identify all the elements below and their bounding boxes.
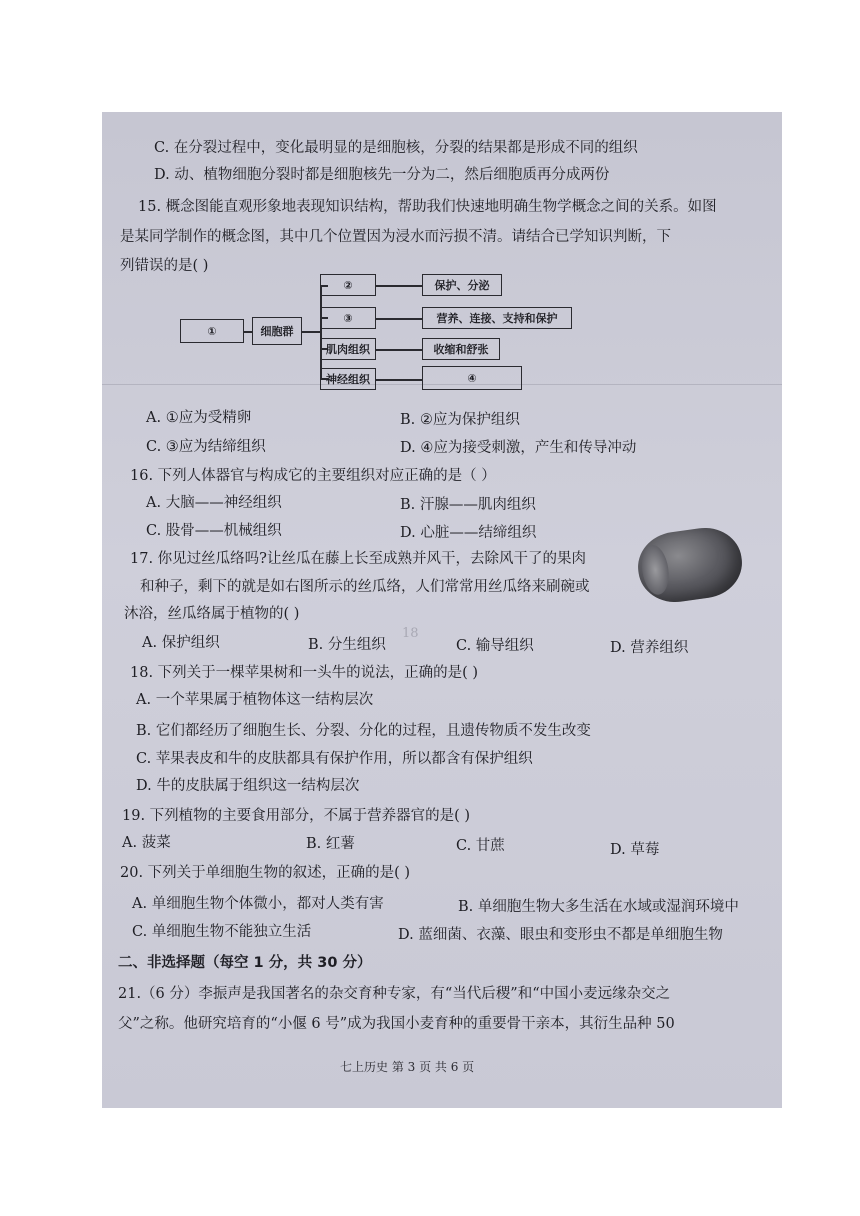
q14-option-d: D. 动、植物细胞分裂时都是细胞核先一分为二，然后细胞质再分成两份: [154, 167, 610, 183]
q15-stem-3: 列错误的是( ): [120, 258, 209, 274]
faint-mark: 18: [402, 626, 419, 641]
q18-option-a: A. 一个苹果属于植物体这一结构层次: [136, 692, 374, 708]
map-function-4: ④: [422, 366, 522, 390]
q19-option-a: A. 菠菜: [122, 835, 171, 851]
q20-option-b: B. 单细胞生物大多生活在水域或湿润环境中: [458, 899, 739, 915]
q15-stem-2: 是某同学制作的概念图，其中几个位置因为浸水而污损不清。请结合已学知识判断，下: [120, 229, 671, 245]
q20-option-a: A. 单细胞生物个体微小，都对人类有害: [132, 896, 384, 912]
q15-stem-1: 15. 概念图能直观形象地表现知识结构，帮助我们快速地明确生物学概念之间的关系。如图: [138, 199, 717, 215]
map-function-2: 保护、分泌: [422, 274, 502, 296]
map-node-3: ③: [320, 307, 376, 329]
map-connector: [302, 331, 320, 333]
map-node-2: ②: [320, 274, 376, 296]
q18-option-d: D. 牛的皮肤属于组织这一结构层次: [136, 778, 360, 794]
q14-option-c: C. 在分裂过程中，变化最明显的是细胞核，分裂的结果都是形成不同的组织: [154, 140, 638, 156]
q17-stem-1: 17. 你见过丝瓜络吗?让丝瓜在藤上长至成熟并风干，去除风干了的果肉: [130, 551, 586, 567]
q18-stem: 18. 下列关于一棵苹果树和一头牛的说法，正确的是( ): [130, 665, 479, 681]
q17-option-c: C. 输导组织: [456, 638, 534, 654]
q15-option-c: C. ③应为结缔组织: [146, 439, 266, 455]
map-connector: [376, 318, 422, 320]
q20-option-c: C. 单细胞生物不能独立生活: [132, 924, 312, 940]
q19-option-d: D. 草莓: [610, 842, 660, 858]
map-node-nerve: 神经组织: [320, 368, 376, 390]
q19-option-b: B. 红薯: [306, 836, 355, 852]
map-connector: [244, 331, 252, 333]
q18-option-b: B. 它们都经历了细胞生长、分裂、分化的过程，且遗传物质不发生改变: [136, 723, 591, 739]
map-node-root: ①: [180, 319, 244, 343]
q18-option-c: C. 苹果表皮和牛的皮肤都具有保护作用，所以都含有保护组织: [136, 751, 533, 767]
loofah-end: [639, 543, 672, 596]
q16-option-c: C. 股骨——机械组织: [146, 523, 282, 539]
q19-stem: 19. 下列植物的主要食用部分，不属于营养器官的是( ): [122, 808, 471, 824]
q16-stem: 16. 下列人体器官与构成它的主要组织对应正确的是（ ）: [130, 468, 496, 484]
map-node-hub: 细胞群: [252, 317, 302, 345]
q16-option-a: A. 大脑——神经组织: [146, 495, 282, 511]
q20-option-d: D. 蓝细菌、衣藻、眼虫和变形虫不都是单细胞生物: [398, 927, 723, 943]
q17-option-b: B. 分生组织: [308, 637, 386, 653]
map-function-3: 营养、连接、支持和保护: [422, 307, 572, 329]
q16-option-d: D. 心脏——结缔组织: [400, 525, 537, 541]
page-footer: 七上历史 第 3 页 共 6 页: [340, 1060, 475, 1074]
exam-page: [102, 112, 782, 1108]
map-connector: [376, 379, 422, 381]
q16-option-b: B. 汗腺——肌肉组织: [400, 497, 536, 513]
q21-stem-2: 父”之称。他研究培育的“小偃 6 号”成为我国小麦育种的重要骨干亲本，其衍生品种 50: [118, 1016, 675, 1032]
loofah-image: [634, 523, 747, 607]
q15-option-a: A. ①应为受精卵: [146, 410, 252, 426]
map-connector: [320, 285, 322, 378]
section-heading: 二、非选择题（每空 1 分，共 30 分）: [118, 955, 372, 971]
q17-stem-3: 沐浴，丝瓜络属于植物的( ): [124, 606, 300, 622]
q17-stem-2: 和种子，剩下的就是如右图所示的丝瓜络，人们常常用丝瓜络来刷碗或: [140, 579, 590, 595]
map-node-muscle: 肌肉组织: [320, 338, 376, 360]
q15-option-d: D. ④应为接受刺激，产生和传导冲动: [400, 440, 637, 456]
map-function-muscle: 收缩和舒张: [422, 338, 500, 360]
map-connector: [376, 285, 422, 287]
q17-option-d: D. 营养组织: [610, 640, 689, 656]
q20-stem: 20. 下列关于单细胞生物的叙述，正确的是( ): [120, 865, 411, 881]
q21-stem-1: 21.（6 分）李振声是我国著名的杂交育种专家，有“当代后稷”和“中国小麦远缘杂交之: [118, 986, 671, 1002]
q15-option-b: B. ②应为保护组织: [400, 412, 520, 428]
q19-option-c: C. 甘蔗: [456, 838, 505, 854]
map-connector: [376, 349, 422, 351]
q17-option-a: A. 保护组织: [142, 635, 220, 651]
